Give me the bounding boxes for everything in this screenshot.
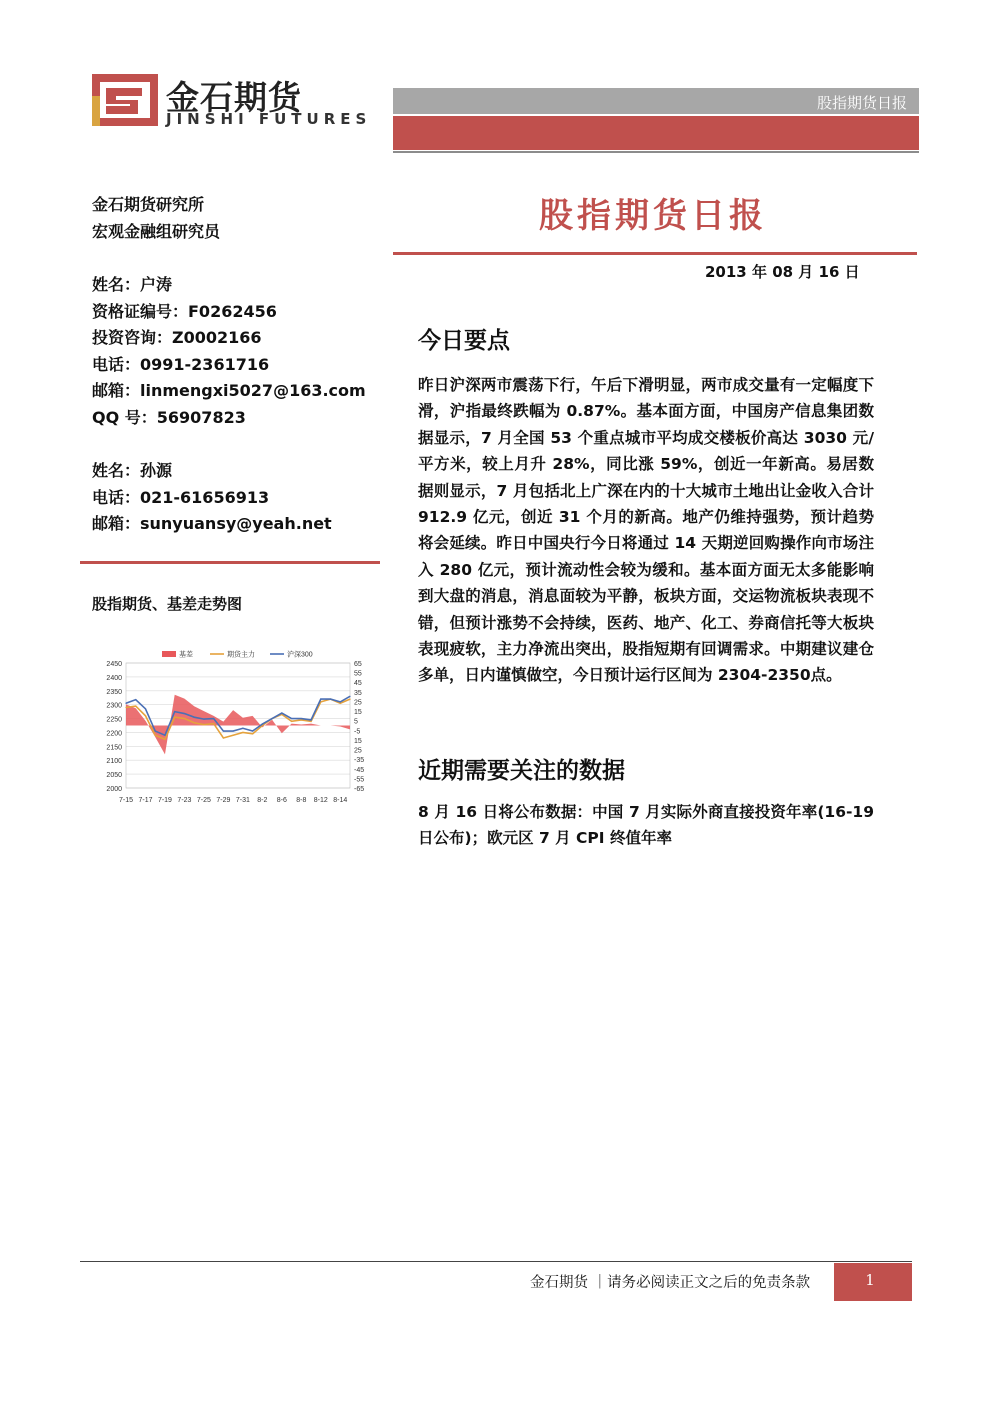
header-grey-bar: [393, 88, 919, 114]
futures-point: [174, 717, 175, 718]
x-tick-label: 8-8: [296, 797, 307, 804]
futures-point: [213, 723, 214, 724]
futures-point: [155, 735, 156, 736]
y-right-tick-label: -5: [354, 728, 361, 736]
hs300-point: [320, 699, 321, 700]
futures-point: [125, 707, 126, 708]
team-name: 宏观金融组研究员: [92, 221, 221, 241]
chart-caption: 股指期货、基差走势图: [92, 595, 243, 613]
futures-point: [223, 737, 224, 738]
x-tick-label: 8-14: [333, 797, 348, 804]
y-right-tick-label: -45: [354, 766, 365, 774]
y-right-tick-label: 65: [354, 661, 362, 668]
y-right-tick-label: 45: [354, 680, 362, 688]
report-date: 2013 年 08 月 16 日: [705, 263, 860, 281]
report-title: 股指期货日报: [539, 196, 767, 236]
x-tick-label: 8-12: [313, 797, 328, 804]
y-left-tick-label: 2450: [106, 661, 122, 668]
futures-point: [242, 732, 243, 733]
y-left-tick-label: 2300: [106, 702, 122, 710]
x-tick-label: 7-29: [216, 797, 231, 804]
hs300-point: [223, 730, 224, 731]
jinshi-logo-mark-icon: [92, 74, 158, 126]
hs300-point: [291, 718, 292, 719]
hs300-point: [349, 696, 350, 697]
futures-point: [291, 721, 292, 722]
futures-point: [310, 721, 311, 722]
hs300-point: [184, 713, 185, 714]
section-title-key-points: 今日要点: [418, 328, 510, 354]
logo-wordmark-en: JINSHI FUTURES: [166, 110, 372, 128]
hs300-point: [174, 711, 175, 712]
analyst1-consult: 投资咨询：Z0002166: [92, 328, 262, 347]
futures-point: [135, 705, 136, 706]
hs300-point: [145, 708, 146, 709]
left-column-rule: [80, 561, 380, 564]
hs300-point: [233, 730, 234, 731]
title-rule: [393, 252, 917, 255]
x-tick-label: 7-25: [196, 797, 211, 804]
y-right-tick-label: 35: [354, 689, 362, 697]
futures-point: [252, 733, 253, 734]
futures-point: [184, 718, 185, 719]
hs300-point: [252, 730, 253, 731]
analyst1-qq: QQ 号：56907823: [92, 407, 246, 427]
index-futures-basis-chart: [92, 643, 380, 815]
y-left-tick-label: 2150: [106, 744, 122, 752]
legend-hs300-label: 沪深300: [287, 651, 313, 659]
futures-point: [349, 699, 350, 700]
series-basis-area: [126, 695, 350, 755]
y-left-tick-label: 2250: [106, 716, 122, 724]
legend-basis-label: 基差: [179, 651, 193, 659]
y-right-tick-label: 5: [354, 718, 358, 726]
hs300-point: [164, 735, 165, 736]
futures-point: [340, 703, 341, 704]
header-tag: 股指期货日报: [816, 94, 907, 112]
hs300-point: [281, 712, 282, 713]
x-tick-label: 7-15: [118, 797, 134, 804]
futures-point: [233, 735, 234, 736]
x-tick-label: 7-31: [235, 797, 250, 804]
y-left-tick-label: 2400: [106, 674, 122, 682]
x-tick-label: 8-2: [257, 797, 268, 804]
hs300-point: [330, 699, 331, 700]
legend-futures-label: 期货主力: [227, 651, 255, 659]
header-red-bar: [393, 116, 919, 150]
y-right-tick-label: 25: [354, 699, 362, 707]
analyst-info: [92, 192, 382, 538]
x-tick-label: 7-17: [138, 797, 153, 804]
y-right-tick-label: 25: [354, 747, 362, 755]
hs300-point: [213, 718, 214, 719]
hs300-point: [340, 701, 341, 702]
y-left-tick-label: 2100: [106, 758, 122, 766]
y-right-tick-label: -65: [354, 786, 365, 793]
y-left-tick-label: 2050: [106, 772, 122, 780]
futures-point: [194, 722, 195, 723]
hs300-point: [271, 718, 272, 719]
analyst1-email: 邮箱：linmengxi5027@163.com: [92, 381, 366, 400]
futures-point: [145, 715, 146, 716]
y-right-tick-label: 55: [354, 670, 362, 678]
y-left-tick-label: 2200: [106, 730, 122, 738]
section-body-key-points: 昨日沪深两市震荡下行，午后下滑明显，两市成交量有一定幅度下滑，沪指最终跌幅为 0.87%。基本面方面，中国房产信息集团数据显示，7 月全国 53 个重点城市平均成交楼板价高达 3030 元/平方米，较上月升 28%，同比涨 59%，创近一年新高。易居数据则显示，7 月包括北上广深在内的十大城市土地出让金收入合计 912.9 亿元，创近 31 个月的新高。地产仍维持强势，预计趋势将会延续。昨日中国央行今日将通过 14 天期逆回购操作向市场注入 280 亿元，预计流动性会较为缓和。基本面方面无太多能影响到大盘的消息，消息面较为平静，板块方面，交运物流板块表现不错，但预计涨势不会持续，医药、地产、化工、券商信托等大板块表现疲软，主力净流出突出，股指短期有回调需求。中期建议建仓多单，日内谨慎做空，今日预计运行区间为 2304-2350点。: [418, 376, 874, 685]
analyst1-phone: 电话：0991-2361716: [92, 354, 270, 374]
section-title-upcoming-data: 近期需要关注的数据: [418, 758, 625, 784]
futures-point: [301, 719, 302, 720]
y-right-tick-label: -55: [354, 776, 365, 784]
analyst2-email: 邮箱：sunyuansy@yeah.net: [92, 514, 332, 533]
section-body-upcoming-data: 8 月 16 日将公布数据：中国 7 月实际外商直接投资年率(16-19 日公布)；欧元区 7 月 CPI 终值年率: [418, 803, 874, 848]
org-name: 金石期货研究所: [92, 195, 205, 214]
hs300-point: [194, 717, 195, 718]
futures-point: [203, 724, 204, 725]
legend-basis-swatch: [162, 651, 176, 657]
hs300-point: [301, 718, 302, 719]
y-right-tick-label: -35: [354, 757, 365, 765]
hs300-point: [203, 719, 204, 720]
futures-point: [164, 739, 165, 740]
x-tick-label: 7-19: [157, 797, 172, 804]
footer-rule: [80, 1261, 912, 1262]
analyst1-cert: 资格证编号：F0262456: [92, 301, 277, 321]
x-tick-label: 7-23: [177, 797, 192, 804]
y-left-tick-label: 2000: [106, 786, 122, 793]
y-right-tick-label: 15: [354, 709, 362, 717]
footer-disclaimer: 金石期货 ｜请务必阅读正文之后的免责条款: [530, 1275, 811, 1291]
logo-wordmark-cn: 金石期货: [166, 78, 302, 117]
y-right-tick-label: 15: [354, 737, 362, 745]
y-left-tick-label: 2350: [106, 688, 122, 696]
analyst2-name: 姓名：孙源: [92, 461, 173, 480]
analyst1-name: 姓名：户涛: [92, 275, 173, 294]
hs300-point: [155, 730, 156, 731]
hs300-point: [262, 724, 263, 725]
header-divider: [393, 151, 919, 153]
page-number: 1: [865, 1271, 875, 1289]
hs300-point: [125, 703, 126, 704]
x-tick-label: 8-6: [276, 797, 287, 804]
hs300-point: [135, 699, 136, 700]
analyst2-phone: 电话：021-61656913: [92, 487, 270, 507]
hs300-point: [242, 728, 243, 729]
hs300-point: [310, 719, 311, 720]
